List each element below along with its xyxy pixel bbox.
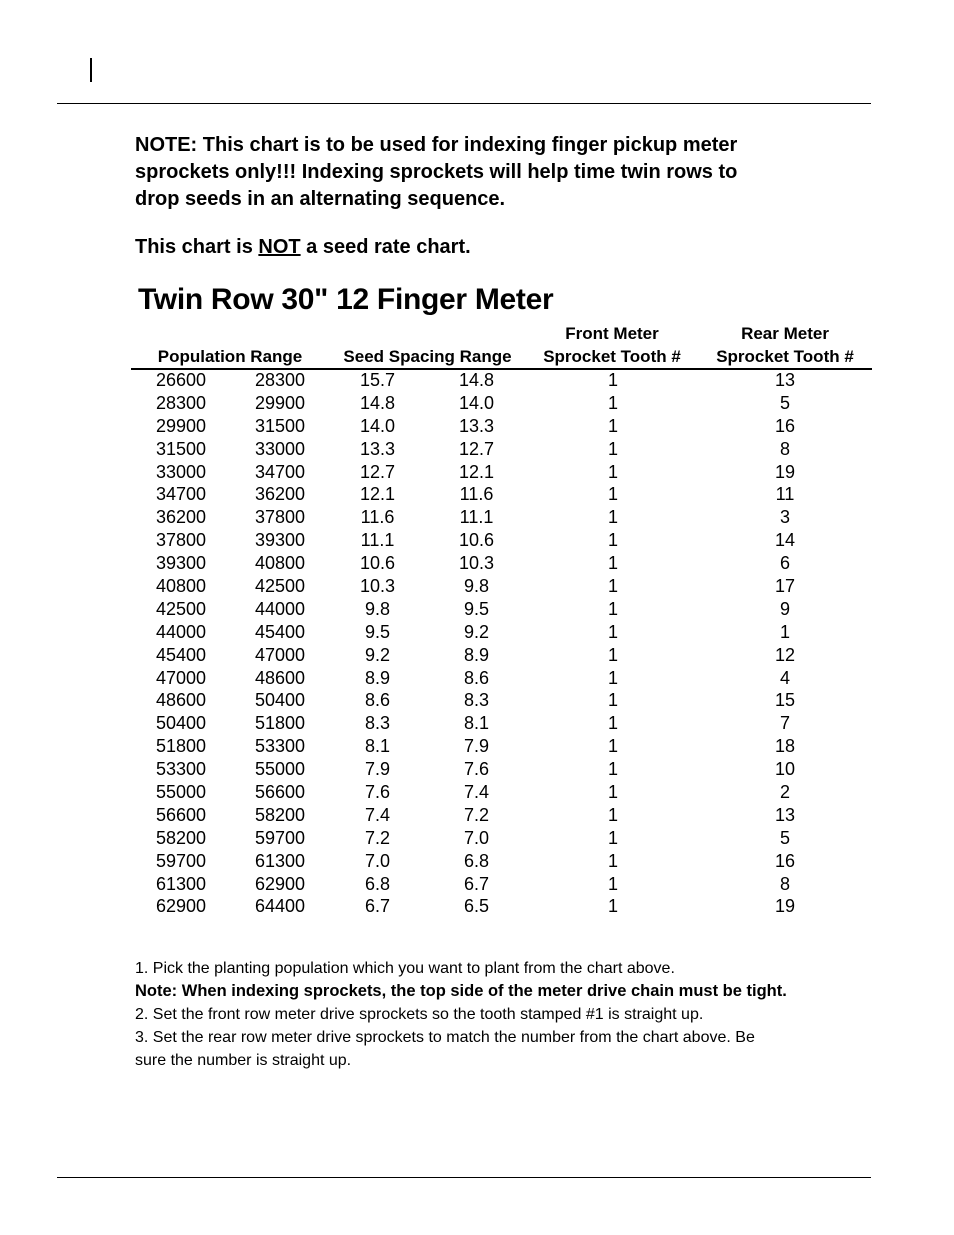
population-min-cell: 58200 xyxy=(155,827,207,848)
population-max-cell: 36200 xyxy=(254,484,306,505)
rear-sprocket-tooth-cell: 9 xyxy=(779,598,790,619)
rear-sprocket-tooth-cell: 14 xyxy=(774,530,796,551)
rear-sprocket-tooth-cell: 10 xyxy=(774,759,796,780)
table-row xyxy=(0,392,954,415)
seed-spacing-max-cell: 6.7 xyxy=(364,896,391,917)
population-max-cell: 29900 xyxy=(254,392,306,413)
seed-spacing-min-cell: 12.7 xyxy=(458,438,495,459)
header-front-meter xyxy=(528,322,696,368)
table-row xyxy=(0,689,954,712)
header-front-meter-line1: Front Meter xyxy=(565,324,659,343)
disclaimer-text-before: This chart is xyxy=(135,236,259,258)
seed-spacing-max-cell: 9.8 xyxy=(364,598,391,619)
seed-spacing-min-cell: 7.6 xyxy=(463,759,490,780)
front-sprocket-tooth-cell: 1 xyxy=(607,576,618,597)
seed-spacing-max-cell: 7.9 xyxy=(364,759,391,780)
seed-spacing-max-cell: 12.7 xyxy=(359,461,396,482)
instruction-step-3-line2: sure the number is straight up. xyxy=(135,1052,352,1069)
table-row xyxy=(0,712,954,735)
note-line: drop seeds in an alternating sequence. xyxy=(135,188,506,210)
seed-spacing-min-cell: 10.3 xyxy=(458,553,495,574)
population-min-cell: 55000 xyxy=(155,782,207,803)
front-sprocket-tooth-cell: 1 xyxy=(607,415,618,436)
rear-sprocket-tooth-cell: 6 xyxy=(779,553,790,574)
population-min-cell: 62900 xyxy=(155,896,207,917)
page-margin-marker xyxy=(90,58,92,82)
seed-spacing-min-cell: 9.2 xyxy=(463,621,490,642)
table-row xyxy=(0,415,954,438)
header-rule xyxy=(57,103,871,104)
population-max-cell: 44000 xyxy=(254,598,306,619)
seed-spacing-max-cell: 14.0 xyxy=(359,415,396,436)
seed-spacing-min-cell: 7.2 xyxy=(463,804,490,825)
population-max-cell: 56600 xyxy=(254,782,306,803)
seed-spacing-max-cell: 14.8 xyxy=(359,392,396,413)
table-row xyxy=(0,827,954,850)
population-max-cell: 45400 xyxy=(254,621,306,642)
header-rear-meter-line2: Sprocket Tooth # xyxy=(716,347,854,366)
seed-spacing-max-cell: 8.9 xyxy=(364,667,391,688)
table-row xyxy=(0,461,954,484)
population-max-cell: 47000 xyxy=(254,644,306,665)
table-row xyxy=(0,438,954,461)
chart-title: Twin Row 30" 12 Finger Meter xyxy=(138,283,554,316)
rear-sprocket-tooth-cell: 5 xyxy=(779,827,790,848)
seed-spacing-max-cell: 9.2 xyxy=(364,644,391,665)
seed-spacing-min-cell: 6.8 xyxy=(463,850,490,871)
table-row xyxy=(0,506,954,529)
indexing-note xyxy=(135,132,835,213)
population-min-cell: 47000 xyxy=(155,667,207,688)
population-min-cell: 40800 xyxy=(155,576,207,597)
rear-sprocket-tooth-cell: 19 xyxy=(774,461,796,482)
rear-sprocket-tooth-cell: 13 xyxy=(774,370,796,390)
instruction-step-1: 1. Pick the planting population which you want to plant from the chart above. xyxy=(135,960,675,977)
rear-sprocket-tooth-cell: 2 xyxy=(779,782,790,803)
seed-spacing-max-cell: 11.1 xyxy=(360,530,395,551)
table-row xyxy=(0,804,954,827)
seed-spacing-max-cell: 13.3 xyxy=(359,438,396,459)
rear-sprocket-tooth-cell: 15 xyxy=(774,690,796,711)
population-min-cell: 37800 xyxy=(155,530,207,551)
population-max-cell: 59700 xyxy=(254,827,306,848)
population-min-cell: 33000 xyxy=(155,461,207,482)
table-row xyxy=(0,552,954,575)
front-sprocket-tooth-cell: 1 xyxy=(607,690,618,711)
header-seed-spacing-range: Seed Spacing Range xyxy=(343,347,512,366)
population-max-cell: 42500 xyxy=(254,576,306,597)
front-sprocket-tooth-cell: 1 xyxy=(607,438,618,459)
seed-spacing-min-cell: 8.9 xyxy=(463,644,490,665)
table-row xyxy=(0,575,954,598)
table-row xyxy=(0,369,954,392)
table-row xyxy=(0,644,954,667)
population-max-cell: 53300 xyxy=(254,736,306,757)
seed-spacing-max-cell: 9.5 xyxy=(364,621,391,642)
front-sprocket-tooth-cell: 1 xyxy=(607,621,618,642)
rear-sprocket-tooth-cell: 11 xyxy=(775,484,795,505)
table-row xyxy=(0,781,954,804)
population-max-cell: 34700 xyxy=(254,461,306,482)
rear-sprocket-tooth-cell: 4 xyxy=(779,667,790,688)
seed-spacing-min-cell: 11.1 xyxy=(459,507,494,528)
rear-sprocket-tooth-cell: 13 xyxy=(774,804,796,825)
header-rear-meter xyxy=(700,322,870,368)
seed-spacing-max-cell: 8.3 xyxy=(364,713,391,734)
seed-rate-disclaimer xyxy=(135,234,471,261)
instruction-note: Note: When indexing sprockets, the top side of the meter drive chain must be tight. xyxy=(135,982,787,1000)
population-min-cell: 48600 xyxy=(155,690,207,711)
table-body xyxy=(0,369,954,918)
rear-sprocket-tooth-cell: 19 xyxy=(774,896,796,917)
seed-spacing-min-cell: 6.5 xyxy=(463,896,490,917)
rear-sprocket-tooth-cell: 16 xyxy=(774,850,796,871)
front-sprocket-tooth-cell: 1 xyxy=(607,759,618,780)
seed-spacing-min-cell: 11.6 xyxy=(459,484,494,505)
seed-spacing-min-cell: 12.1 xyxy=(458,461,495,482)
table-row xyxy=(0,598,954,621)
table-row xyxy=(0,483,954,506)
seed-spacing-min-cell: 7.9 xyxy=(463,736,490,757)
front-sprocket-tooth-cell: 1 xyxy=(607,804,618,825)
seed-spacing-max-cell: 8.1 xyxy=(364,736,391,757)
table-row xyxy=(0,621,954,644)
population-min-cell: 28300 xyxy=(155,392,207,413)
rear-sprocket-tooth-cell: 3 xyxy=(779,507,790,528)
rear-sprocket-tooth-cell: 18 xyxy=(774,736,796,757)
seed-spacing-max-cell: 7.4 xyxy=(364,804,391,825)
seed-spacing-min-cell: 14.8 xyxy=(458,370,495,390)
population-min-cell: 51800 xyxy=(155,736,207,757)
population-max-cell: 28300 xyxy=(254,370,306,390)
instruction-step-2: 2. Set the front row meter drive sprockets so the tooth stamped #1 is straight up. xyxy=(135,1006,704,1023)
population-min-cell: 31500 xyxy=(155,438,207,459)
seed-spacing-min-cell: 7.0 xyxy=(463,827,490,848)
table-row xyxy=(0,529,954,552)
population-min-cell: 50400 xyxy=(155,713,207,734)
front-sprocket-tooth-cell: 1 xyxy=(607,873,618,894)
rear-sprocket-tooth-cell: 16 xyxy=(774,415,796,436)
note-line: sprockets only!!! Indexing sprockets will help time twin rows to xyxy=(135,161,738,183)
disclaimer-underlined-word: NOT xyxy=(258,236,301,258)
seed-spacing-max-cell: 8.6 xyxy=(364,690,391,711)
seed-spacing-max-cell: 10.6 xyxy=(359,553,396,574)
population-min-cell: 45400 xyxy=(155,644,207,665)
table-row xyxy=(0,758,954,781)
population-max-cell: 55000 xyxy=(254,759,306,780)
table-row xyxy=(0,895,954,918)
seed-spacing-min-cell: 6.7 xyxy=(463,873,490,894)
rear-sprocket-tooth-cell: 7 xyxy=(779,713,790,734)
front-sprocket-tooth-cell: 1 xyxy=(607,484,618,505)
population-max-cell: 39300 xyxy=(254,530,306,551)
front-sprocket-tooth-cell: 1 xyxy=(607,553,618,574)
seed-spacing-max-cell: 12.1 xyxy=(359,484,396,505)
seed-spacing-max-cell: 15.7 xyxy=(359,370,396,390)
seed-spacing-min-cell: 8.1 xyxy=(463,713,490,734)
population-max-cell: 58200 xyxy=(254,804,306,825)
population-max-cell: 51800 xyxy=(254,713,306,734)
population-max-cell: 61300 xyxy=(254,850,306,871)
seed-spacing-max-cell: 10.3 xyxy=(359,576,396,597)
seed-spacing-min-cell: 14.0 xyxy=(458,392,495,413)
front-sprocket-tooth-cell: 1 xyxy=(607,598,618,619)
instruction-step-3-line1: 3. Set the rear row meter drive sprockets to match the number from the chart above. Be xyxy=(135,1029,755,1046)
seed-spacing-max-cell: 6.8 xyxy=(364,873,391,894)
seed-spacing-min-cell: 9.8 xyxy=(463,576,490,597)
rear-sprocket-tooth-cell: 12 xyxy=(774,644,796,665)
table-row xyxy=(0,873,954,896)
rear-sprocket-tooth-cell: 8 xyxy=(779,438,790,459)
front-sprocket-tooth-cell: 1 xyxy=(607,896,618,917)
population-max-cell: 64400 xyxy=(254,896,306,917)
population-min-cell: 61300 xyxy=(155,873,207,894)
population-min-cell: 56600 xyxy=(155,804,207,825)
population-max-cell: 37800 xyxy=(254,507,306,528)
population-min-cell: 29900 xyxy=(155,415,207,436)
rear-sprocket-tooth-cell: 1 xyxy=(779,621,790,642)
seed-spacing-min-cell: 13.3 xyxy=(458,415,495,436)
front-sprocket-tooth-cell: 1 xyxy=(607,392,618,413)
seed-spacing-min-cell: 8.6 xyxy=(463,667,490,688)
seed-spacing-max-cell: 11.6 xyxy=(360,507,395,528)
population-min-cell: 42500 xyxy=(155,598,207,619)
population-min-cell: 39300 xyxy=(155,553,207,574)
population-min-cell: 26600 xyxy=(155,370,207,390)
rear-sprocket-tooth-cell: 5 xyxy=(779,392,790,413)
population-max-cell: 40800 xyxy=(254,553,306,574)
header-front-meter-line2: Sprocket Tooth # xyxy=(543,347,681,366)
population-min-cell: 53300 xyxy=(155,759,207,780)
population-min-cell: 44000 xyxy=(155,621,207,642)
front-sprocket-tooth-cell: 1 xyxy=(607,827,618,848)
population-max-cell: 48600 xyxy=(254,667,306,688)
header-population-range: Population Range xyxy=(157,347,303,366)
front-sprocket-tooth-cell: 1 xyxy=(607,736,618,757)
rear-sprocket-tooth-cell: 8 xyxy=(779,873,790,894)
population-max-cell: 50400 xyxy=(254,690,306,711)
front-sprocket-tooth-cell: 1 xyxy=(607,370,618,390)
front-sprocket-tooth-cell: 1 xyxy=(607,667,618,688)
seed-spacing-min-cell: 9.5 xyxy=(463,598,490,619)
rear-sprocket-tooth-cell: 17 xyxy=(774,576,796,597)
header-rear-meter-line1: Rear Meter xyxy=(741,324,829,343)
note-line: NOTE: This chart is to be used for indexing finger pickup meter xyxy=(135,134,738,156)
population-max-cell: 31500 xyxy=(254,415,306,436)
population-min-cell: 59700 xyxy=(155,850,207,871)
population-min-cell: 34700 xyxy=(155,484,207,505)
population-min-cell: 36200 xyxy=(155,507,207,528)
seed-spacing-max-cell: 7.0 xyxy=(364,850,391,871)
seed-spacing-max-cell: 7.2 xyxy=(364,827,391,848)
disclaimer-text-after: a seed rate chart. xyxy=(300,236,471,258)
seed-spacing-min-cell: 7.4 xyxy=(463,782,490,803)
table-row xyxy=(0,735,954,758)
front-sprocket-tooth-cell: 1 xyxy=(607,850,618,871)
seed-spacing-min-cell: 10.6 xyxy=(458,530,495,551)
footer-rule xyxy=(57,1177,871,1178)
front-sprocket-tooth-cell: 1 xyxy=(607,507,618,528)
front-sprocket-tooth-cell: 1 xyxy=(607,461,618,482)
population-max-cell: 62900 xyxy=(254,873,306,894)
seed-spacing-max-cell: 7.6 xyxy=(364,782,391,803)
table-row xyxy=(0,850,954,873)
table-row xyxy=(0,667,954,690)
seed-spacing-min-cell: 8.3 xyxy=(463,690,490,711)
front-sprocket-tooth-cell: 1 xyxy=(607,713,618,734)
front-sprocket-tooth-cell: 1 xyxy=(607,644,618,665)
population-max-cell: 33000 xyxy=(254,438,306,459)
front-sprocket-tooth-cell: 1 xyxy=(607,530,618,551)
front-sprocket-tooth-cell: 1 xyxy=(607,782,618,803)
instructions xyxy=(135,957,895,1072)
